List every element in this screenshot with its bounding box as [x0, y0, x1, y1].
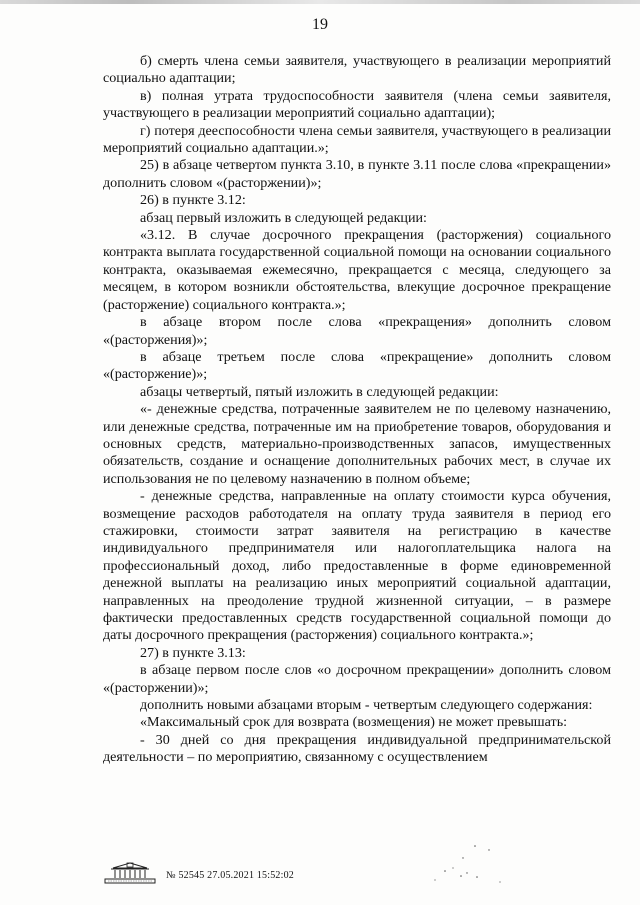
- paragraph: «Максимальный срок для возврата (возмещения) не может превышать:: [140, 714, 568, 731]
- paragraph: в) полная утрата трудоспособности заявителя (члена семьи заявителя, участвующего в реализации мероприятий социально адаптации);: [103, 87, 611, 122]
- paragraph: дополнить новыми абзацами вторым - четвертым следующего содержания:: [140, 697, 593, 714]
- paragraph: в абзаце втором после слова «прекращения» дополнить словом «(расторжения)»;: [103, 314, 611, 348]
- paragraph: б) смерть члена семьи заявителя, участвующего в реализации мероприятий социально адаптации;: [103, 53, 611, 87]
- paragraph: в абзаце третьем после слова «прекращение» дополнить словом «(расторжение)»;: [103, 348, 611, 383]
- paragraph: 26) в пункте 3.12:: [140, 192, 246, 209]
- page-number: 19: [312, 16, 328, 33]
- paragraph: 27) в пункте 3.13:: [140, 644, 246, 661]
- scan-edge: [0, 0, 640, 4]
- government-building-icon: [101, 862, 159, 884]
- scan-noise: [405, 840, 525, 890]
- document-body: [103, 53, 611, 767]
- paragraph: абзац первый изложить в следующей редакции:: [140, 209, 427, 226]
- paragraph: «- денежные средства, потраченные заявителем не по целевому назначению, или денежные средства, потраченные им на приобретение товаров, оборудования и основных средств, материально-производственных запасов, имущественных обязательств, создание и оснащение дополнительных рабочих мест, в случае их использования не по целевому назначению в полном объеме;: [103, 401, 611, 487]
- paragraph: в абзаце первом после слов «о досрочном прекращении» дополнить словом «(расторжении)»;: [103, 662, 611, 696]
- paragraph: - 30 дней со дня прекращения индивидуальной предпринимательской деятельности – по мероприятию, связанному с осуществлением: [103, 731, 611, 766]
- document-stamp: № 52545 27.05.2021 15:52:02: [166, 870, 294, 881]
- paragraph: 25) в абзаце четвертом пункта 3.10, в пункте 3.11 после слова «прекращении» дополнить словом «(расторжении)»;: [103, 157, 611, 191]
- paragraph: г) потеря дееспособности члена семьи заявителя, участвующего в реализации мероприятий социально адаптации.»;: [103, 122, 611, 157]
- paragraph: - денежные средства, направленные на оплату стоимости курса обучения, возмещение расходов работодателя на оплату труда заявителя в период его стажировки, стоимости затрат заявителя на регистрацию в качестве индивидуального предпринимателя или налогоплательщика налога на профессиональный доход, либо предоставленные в форме единовременной денежной выплаты на реализацию иных мероприятий социальной адаптации, направленных на преодоление трудной жизненной ситуации, – в размере фактически предоставленных средств государственной социальной помощи до даты досрочного прекращения (расторжения) социального контракта.»;: [103, 488, 611, 644]
- paragraph: абзацы четвертый, пятый изложить в следующей редакции:: [140, 383, 499, 400]
- paragraph: «3.12. В случае досрочного прекращения (расторжения) социального контракта выплата государственной социальной помощи на основании социального контракта, оказываемая ежемесячно, прекращается с месяца, следующего за месяцем, в котором возникли обстоятельства, влекущие досрочное прекращение (расторжение) социального контракта.»;: [103, 227, 611, 313]
